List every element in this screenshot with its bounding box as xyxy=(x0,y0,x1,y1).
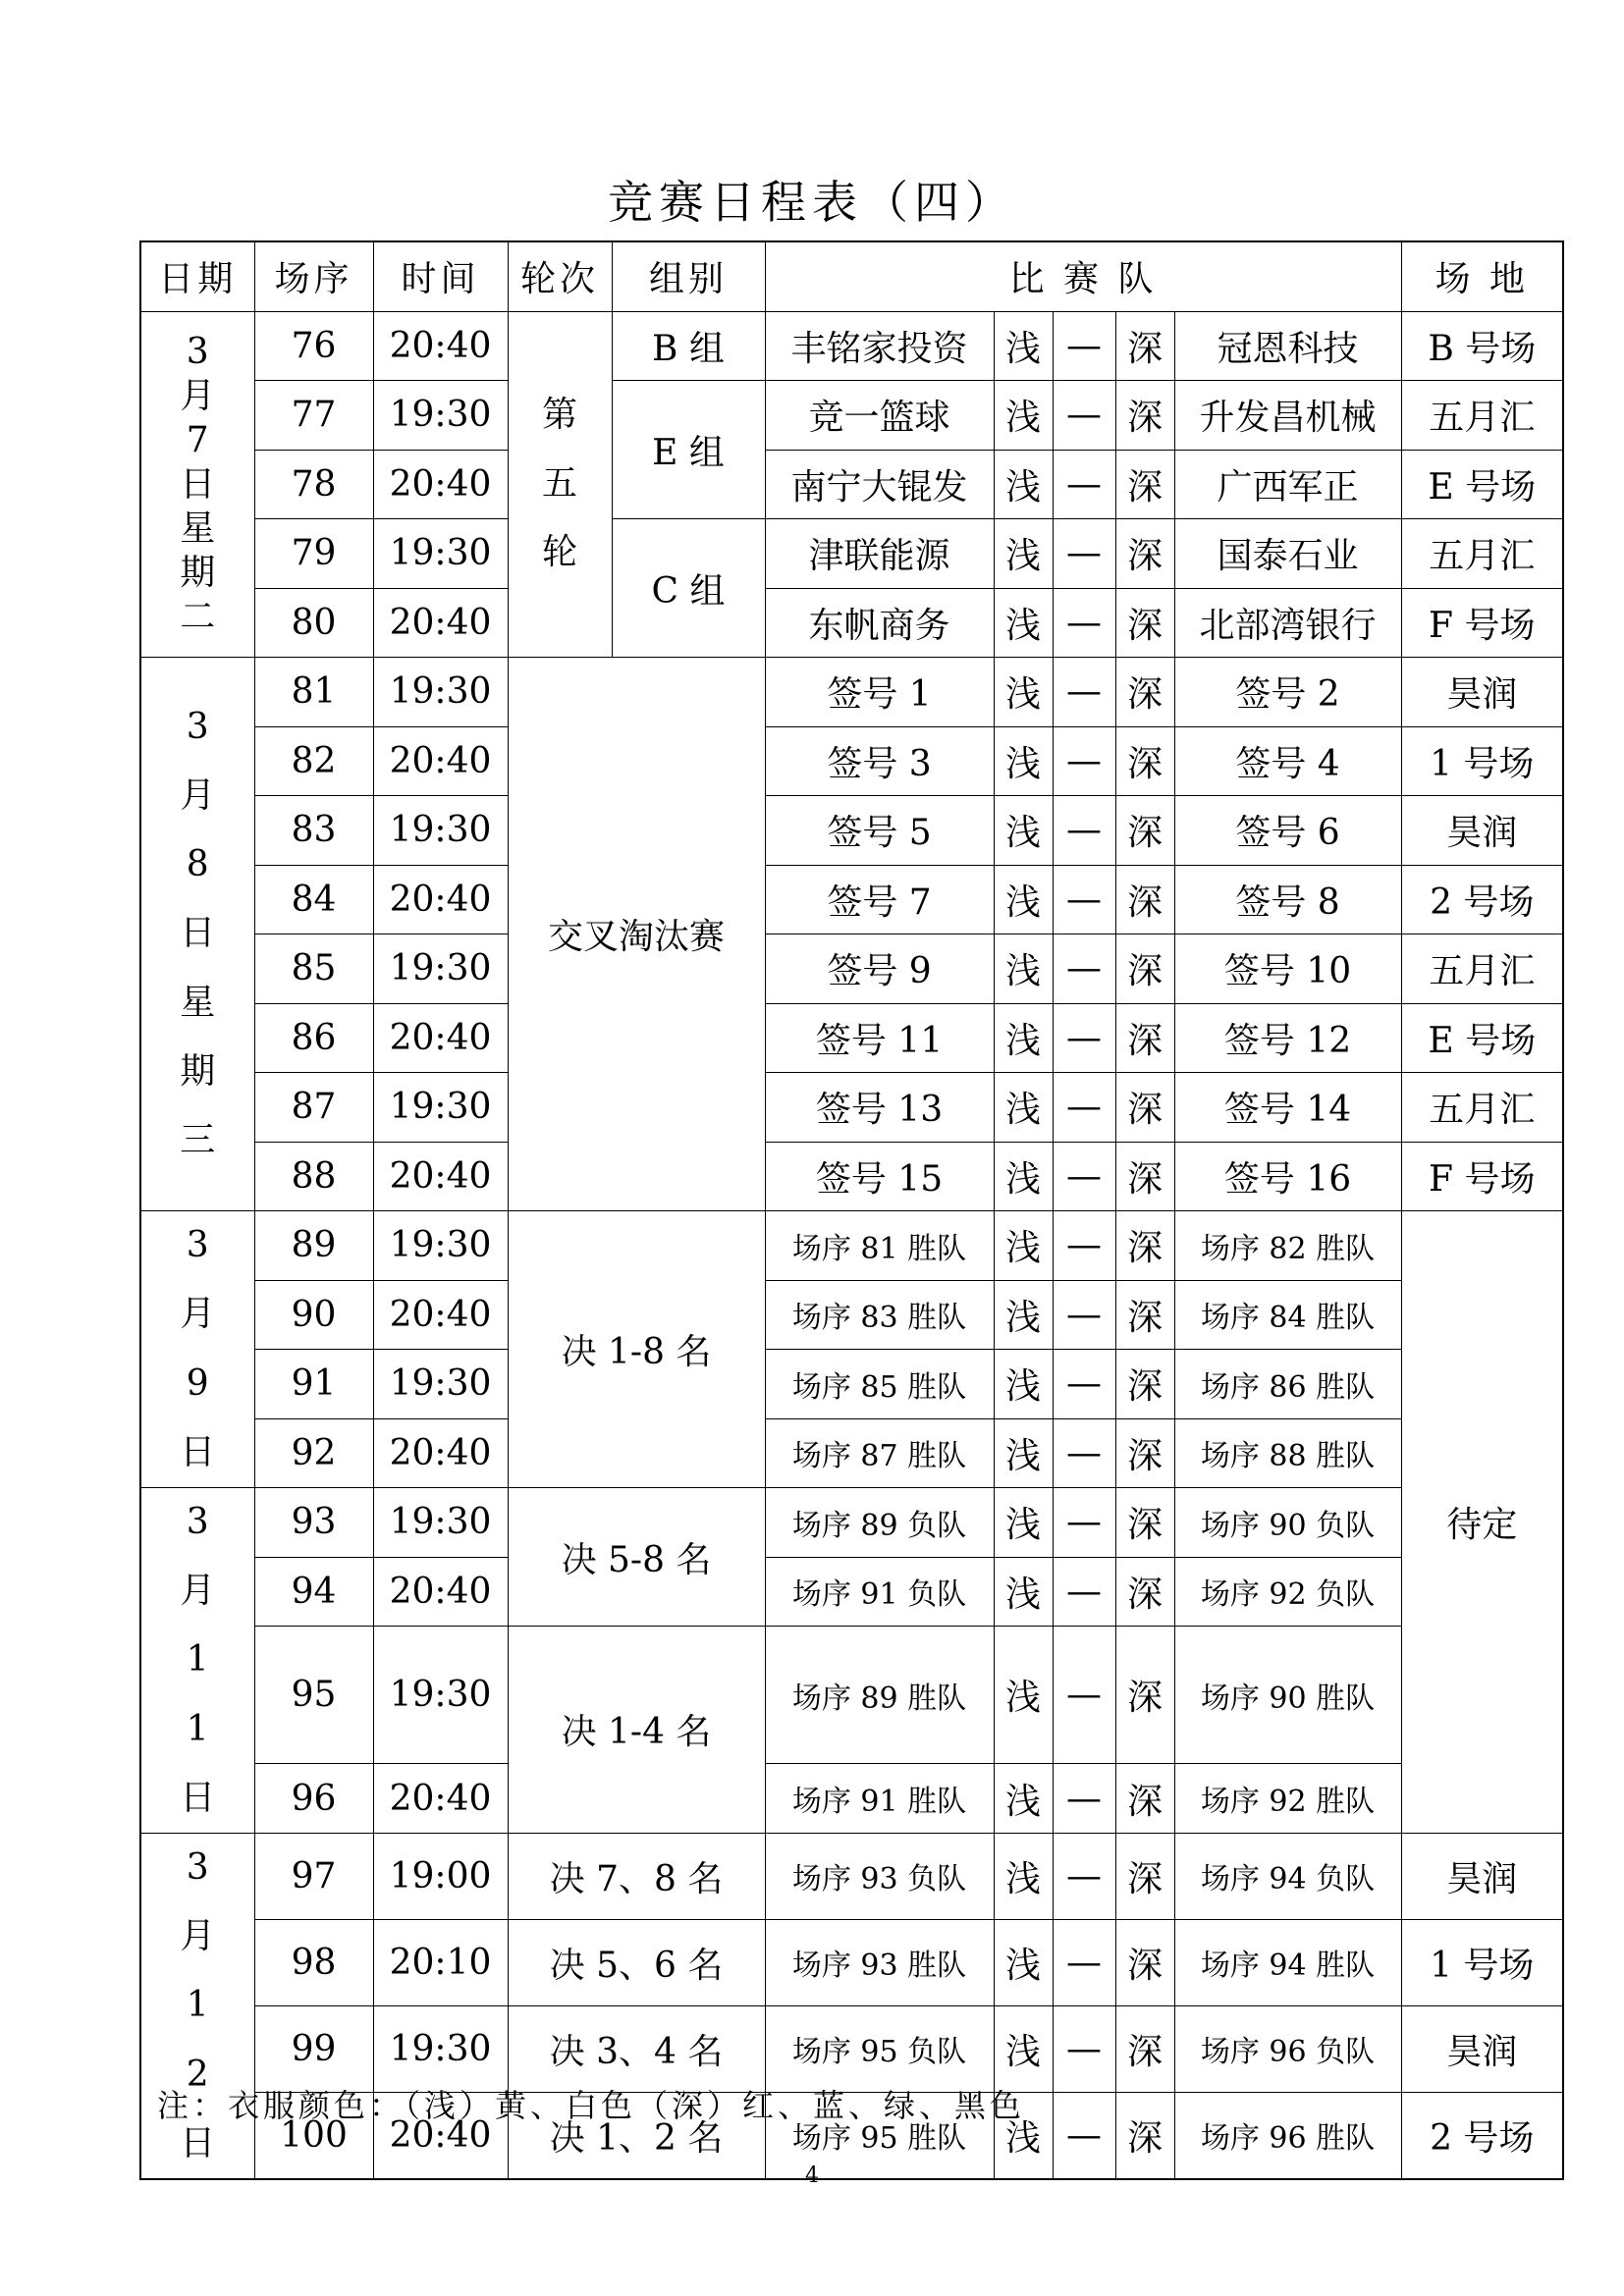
vs-dash: — xyxy=(1053,2005,1115,2092)
dark-label: 深 xyxy=(1115,1764,1174,1834)
table-row xyxy=(140,1418,1563,1488)
vs-dash: — xyxy=(1053,1919,1115,2005)
time-cell: 20:40 xyxy=(373,450,508,519)
date-cell xyxy=(140,1833,254,2178)
home-team: 场序 81 胜队 xyxy=(765,1211,994,1281)
light-label: 浅 xyxy=(994,2005,1053,2092)
venue-cell: 五月汇 xyxy=(1401,934,1563,1004)
light-label: 浅 xyxy=(994,1833,1053,1919)
time-cell: 20:40 xyxy=(373,1418,508,1488)
venue-cell: F 号场 xyxy=(1401,588,1563,658)
away-team: 北部湾银行 xyxy=(1174,588,1401,658)
vs-dash: — xyxy=(1053,1764,1115,1834)
away-team: 签号 4 xyxy=(1174,726,1401,796)
seq-cell: 96 xyxy=(254,1764,373,1834)
table-row xyxy=(140,1919,1563,2005)
time-cell: 19:30 xyxy=(373,796,508,866)
away-team: 场序 88 胜队 xyxy=(1174,1418,1401,1488)
dark-label: 深 xyxy=(1115,450,1174,519)
away-team: 签号 14 xyxy=(1174,1073,1401,1143)
home-team: 场序 83 胜队 xyxy=(765,1280,994,1350)
header-group: 组别 xyxy=(612,241,765,311)
seq-cell: 97 xyxy=(254,1833,373,1919)
dark-label: 深 xyxy=(1115,1557,1174,1627)
date-cell xyxy=(140,1488,254,1834)
dark-label: 深 xyxy=(1115,1488,1174,1558)
table-row xyxy=(140,519,1563,589)
date-cell-text: 3月8日星期三 xyxy=(180,706,216,1160)
home-team: 签号 3 xyxy=(765,726,994,796)
seq-cell: 91 xyxy=(254,1350,373,1419)
table-row xyxy=(140,1280,1563,1350)
seq-cell: 94 xyxy=(254,1557,373,1627)
venue-cell: 五月汇 xyxy=(1401,519,1563,589)
table-row xyxy=(140,1764,1563,1834)
round-cell xyxy=(508,311,612,658)
venue-cell: 昊润 xyxy=(1401,796,1563,866)
seq-cell: 82 xyxy=(254,726,373,796)
light-label: 浅 xyxy=(994,865,1053,934)
light-label: 浅 xyxy=(994,1142,1053,1211)
vs-dash: — xyxy=(1053,1833,1115,1919)
vs-dash: — xyxy=(1053,1073,1115,1143)
seq-cell: 98 xyxy=(254,1919,373,2005)
header-date: 日期 xyxy=(140,241,254,311)
time-cell: 20:40 xyxy=(373,1557,508,1627)
seq-cell: 90 xyxy=(254,1280,373,1350)
light-label: 浅 xyxy=(994,1003,1053,1073)
round-cell: 决 3、4 名 xyxy=(508,2005,765,2092)
table-row xyxy=(140,1073,1563,1143)
dark-label: 深 xyxy=(1115,1003,1174,1073)
seq-cell: 79 xyxy=(254,519,373,589)
table-row xyxy=(140,1833,1563,1919)
footnote: 注：衣服颜色：（浅）黄、白色（深）红、蓝、绿、黑色 xyxy=(157,2087,1026,2124)
time-cell: 19:30 xyxy=(373,381,508,451)
light-label: 浅 xyxy=(994,1488,1053,1558)
seq-cell: 89 xyxy=(254,1211,373,1281)
seq-cell: 87 xyxy=(254,1073,373,1143)
date-cell-text: 3月7日星期二 xyxy=(180,331,216,637)
header-seq: 场序 xyxy=(254,241,373,311)
dark-label: 深 xyxy=(1115,1418,1174,1488)
header-round: 轮次 xyxy=(508,241,612,311)
table-row xyxy=(140,1350,1563,1419)
venue-cell: 五月汇 xyxy=(1401,381,1563,451)
light-label: 浅 xyxy=(994,450,1053,519)
time-cell: 20:40 xyxy=(373,1142,508,1211)
vs-dash: — xyxy=(1053,381,1115,451)
venue-cell: 2 号场 xyxy=(1401,865,1563,934)
vs-dash: — xyxy=(1053,1350,1115,1419)
away-team: 冠恩科技 xyxy=(1174,311,1401,381)
table-row xyxy=(140,1142,1563,1211)
dark-label: 深 xyxy=(1115,726,1174,796)
round-cell: 决 1-4 名 xyxy=(508,1627,765,1834)
seq-cell: 80 xyxy=(254,588,373,658)
round-cell: 决 1-8 名 xyxy=(508,1211,765,1488)
time-cell: 19:30 xyxy=(373,1350,508,1419)
time-cell: 19:30 xyxy=(373,1627,508,1764)
light-label: 浅 xyxy=(994,1211,1053,1281)
vs-dash: — xyxy=(1053,311,1115,381)
table-row xyxy=(140,1627,1563,1764)
home-team: 场序 85 胜队 xyxy=(765,1350,994,1419)
seq-cell: 78 xyxy=(254,450,373,519)
time-cell: 19:30 xyxy=(373,1211,508,1281)
date-cell-text: 3月11日 xyxy=(180,1502,216,1818)
light-label: 浅 xyxy=(994,311,1053,381)
venue-cell: 1 号场 xyxy=(1401,726,1563,796)
header-venue: 场 地 xyxy=(1401,241,1563,311)
away-team: 场序 96 胜队 xyxy=(1174,2092,1401,2179)
away-team: 场序 94 胜队 xyxy=(1174,1919,1401,2005)
round-cell: 交叉淘汰赛 xyxy=(508,658,765,1211)
group-cell: E 组 xyxy=(612,381,765,519)
away-team: 升发昌机械 xyxy=(1174,381,1401,451)
venue-cell: 昊润 xyxy=(1401,658,1563,727)
seq-cell: 81 xyxy=(254,658,373,727)
vs-dash: — xyxy=(1053,726,1115,796)
table-row xyxy=(140,865,1563,934)
home-team: 场序 93 负队 xyxy=(765,1833,994,1919)
home-team: 竞一篮球 xyxy=(765,381,994,451)
home-team: 场序 93 胜队 xyxy=(765,1919,994,2005)
dark-label: 深 xyxy=(1115,934,1174,1004)
away-team: 签号 8 xyxy=(1174,865,1401,934)
time-cell: 20:10 xyxy=(373,1919,508,2005)
seq-cell: 86 xyxy=(254,1003,373,1073)
light-label: 浅 xyxy=(994,934,1053,1004)
venue-cell: E 号场 xyxy=(1401,450,1563,519)
time-cell: 20:40 xyxy=(373,311,508,381)
round-cell: 决 7、8 名 xyxy=(508,1833,765,1919)
header-match: 比 赛 队 xyxy=(765,241,1401,311)
away-team: 签号 10 xyxy=(1174,934,1401,1004)
round-cell: 决 5、6 名 xyxy=(508,1919,765,2005)
home-team: 津联能源 xyxy=(765,519,994,589)
seq-cell: 84 xyxy=(254,865,373,934)
time-cell: 20:40 xyxy=(373,1003,508,1073)
round-cell: 决 1、2 名 xyxy=(508,2092,765,2179)
vs-dash: — xyxy=(1053,1418,1115,1488)
seq-cell: 100 xyxy=(254,2092,373,2179)
dark-label: 深 xyxy=(1115,1833,1174,1919)
header-row xyxy=(140,241,1563,311)
home-team: 签号 1 xyxy=(765,658,994,727)
light-label: 浅 xyxy=(994,1627,1053,1764)
vs-dash: — xyxy=(1053,450,1115,519)
time-cell: 20:40 xyxy=(373,726,508,796)
dark-label: 深 xyxy=(1115,1350,1174,1419)
light-label: 浅 xyxy=(994,588,1053,658)
dark-label: 深 xyxy=(1115,1919,1174,2005)
vs-dash: — xyxy=(1053,1211,1115,1281)
date-cell-text: 3月9日 xyxy=(180,1225,216,1472)
dark-label: 深 xyxy=(1115,311,1174,381)
seq-cell: 92 xyxy=(254,1418,373,1488)
away-team: 签号 16 xyxy=(1174,1142,1401,1211)
home-team: 场序 91 胜队 xyxy=(765,1764,994,1834)
home-team: 签号 9 xyxy=(765,934,994,1004)
away-team: 场序 92 胜队 xyxy=(1174,1764,1401,1834)
seq-cell: 76 xyxy=(254,311,373,381)
home-team: 签号 15 xyxy=(765,1142,994,1211)
venue-cell: 昊润 xyxy=(1401,2005,1563,2092)
vs-dash: — xyxy=(1053,519,1115,589)
dark-label: 深 xyxy=(1115,519,1174,589)
table-row xyxy=(140,311,1563,381)
light-label: 浅 xyxy=(994,1350,1053,1419)
seq-cell: 77 xyxy=(254,381,373,451)
home-team: 签号 13 xyxy=(765,1073,994,1143)
home-team: 签号 5 xyxy=(765,796,994,866)
away-team: 广西军正 xyxy=(1174,450,1401,519)
table-row xyxy=(140,1488,1563,1558)
seq-cell: 93 xyxy=(254,1488,373,1558)
date-cell xyxy=(140,658,254,1211)
away-team: 签号 12 xyxy=(1174,1003,1401,1073)
date-cell xyxy=(140,1211,254,1488)
away-team: 场序 96 负队 xyxy=(1174,2005,1401,2092)
time-cell: 20:40 xyxy=(373,2092,508,2179)
home-team: 场序 89 负队 xyxy=(765,1488,994,1558)
home-team: 丰铭家投资 xyxy=(765,311,994,381)
dark-label: 深 xyxy=(1115,796,1174,866)
venue-cell: F 号场 xyxy=(1401,1142,1563,1211)
time-cell: 20:40 xyxy=(373,588,508,658)
table-row xyxy=(140,934,1563,1004)
away-team: 场序 94 负队 xyxy=(1174,1833,1401,1919)
group-cell: B 组 xyxy=(612,311,765,381)
vs-dash: — xyxy=(1053,1142,1115,1211)
time-cell: 20:40 xyxy=(373,1764,508,1834)
venue-cell: 2 号场 xyxy=(1401,2092,1563,2179)
table-row xyxy=(140,1557,1563,1627)
vs-dash: — xyxy=(1053,1488,1115,1558)
time-cell: 19:30 xyxy=(373,934,508,1004)
page-title: 竞赛日程表（四） xyxy=(608,176,1016,229)
table-row xyxy=(140,1211,1563,1281)
table-row xyxy=(140,1003,1563,1073)
seq-cell: 99 xyxy=(254,2005,373,2092)
time-cell: 19:30 xyxy=(373,519,508,589)
venue-cell: 待定 xyxy=(1401,1211,1563,1834)
time-cell: 19:00 xyxy=(373,1833,508,1919)
home-team: 场序 91 负队 xyxy=(765,1557,994,1627)
venue-cell: B 号场 xyxy=(1401,311,1563,381)
light-label: 浅 xyxy=(994,1280,1053,1350)
time-cell: 20:40 xyxy=(373,1280,508,1350)
home-team: 签号 7 xyxy=(765,865,994,934)
home-team: 场序 95 胜队 xyxy=(765,2092,994,2179)
time-cell: 19:30 xyxy=(373,2005,508,2092)
home-team: 场序 87 胜队 xyxy=(765,1418,994,1488)
vs-dash: — xyxy=(1053,1627,1115,1764)
time-cell: 19:30 xyxy=(373,1073,508,1143)
vs-dash: — xyxy=(1053,865,1115,934)
venue-cell: 昊润 xyxy=(1401,1833,1563,1919)
page-number: 4 xyxy=(805,2163,819,2188)
light-label: 浅 xyxy=(994,1919,1053,2005)
light-label: 浅 xyxy=(994,658,1053,727)
time-cell: 19:30 xyxy=(373,658,508,727)
vs-dash: — xyxy=(1053,796,1115,866)
venue-cell: 五月汇 xyxy=(1401,1073,1563,1143)
away-team: 国泰石业 xyxy=(1174,519,1401,589)
round-cell-text: 第五轮 xyxy=(541,394,577,573)
dark-label: 深 xyxy=(1115,2005,1174,2092)
round-cell: 决 5-8 名 xyxy=(508,1488,765,1627)
light-label: 浅 xyxy=(994,2092,1053,2179)
dark-label: 深 xyxy=(1115,1211,1174,1281)
dark-label: 深 xyxy=(1115,658,1174,727)
group-cell: C 组 xyxy=(612,519,765,658)
light-label: 浅 xyxy=(994,1557,1053,1627)
home-team: 签号 11 xyxy=(765,1003,994,1073)
vs-dash: — xyxy=(1053,934,1115,1004)
seq-cell: 85 xyxy=(254,934,373,1004)
table-row xyxy=(140,2005,1563,2092)
home-team: 东帆商务 xyxy=(765,588,994,658)
light-label: 浅 xyxy=(994,1764,1053,1834)
dark-label: 深 xyxy=(1115,588,1174,658)
away-team: 场序 90 胜队 xyxy=(1174,1627,1401,1764)
light-label: 浅 xyxy=(994,519,1053,589)
table-row xyxy=(140,726,1563,796)
light-label: 浅 xyxy=(994,1418,1053,1488)
light-label: 浅 xyxy=(994,796,1053,866)
away-team: 场序 86 胜队 xyxy=(1174,1350,1401,1419)
dark-label: 深 xyxy=(1115,381,1174,451)
away-team: 场序 84 胜队 xyxy=(1174,1280,1401,1350)
time-cell: 19:30 xyxy=(373,1488,508,1558)
table-row xyxy=(140,450,1563,519)
table-row xyxy=(140,796,1563,866)
vs-dash: — xyxy=(1053,1280,1115,1350)
home-team: 场序 95 负队 xyxy=(765,2005,994,2092)
vs-dash: — xyxy=(1053,588,1115,658)
dark-label: 深 xyxy=(1115,1627,1174,1764)
date-cell-text: 3月12日 xyxy=(180,1846,216,2163)
date-cell xyxy=(140,311,254,658)
header-time: 时间 xyxy=(373,241,508,311)
dark-label: 深 xyxy=(1115,865,1174,934)
away-team: 场序 82 胜队 xyxy=(1174,1211,1401,1281)
table-row xyxy=(140,658,1563,727)
schedule-table xyxy=(139,240,1564,2180)
vs-dash: — xyxy=(1053,2092,1115,2179)
away-team: 场序 90 负队 xyxy=(1174,1488,1401,1558)
away-team: 签号 6 xyxy=(1174,796,1401,866)
seq-cell: 95 xyxy=(254,1627,373,1764)
time-cell: 20:40 xyxy=(373,865,508,934)
vs-dash: — xyxy=(1053,1557,1115,1627)
dark-label: 深 xyxy=(1115,1280,1174,1350)
seq-cell: 83 xyxy=(254,796,373,866)
away-team: 签号 2 xyxy=(1174,658,1401,727)
light-label: 浅 xyxy=(994,381,1053,451)
venue-cell: 1 号场 xyxy=(1401,1919,1563,2005)
light-label: 浅 xyxy=(994,726,1053,796)
dark-label: 深 xyxy=(1115,1073,1174,1143)
dark-label: 深 xyxy=(1115,2092,1174,2179)
home-team: 场序 89 胜队 xyxy=(765,1627,994,1764)
vs-dash: — xyxy=(1053,658,1115,727)
light-label: 浅 xyxy=(994,1073,1053,1143)
home-team: 南宁大锟发 xyxy=(765,450,994,519)
away-team: 场序 92 负队 xyxy=(1174,1557,1401,1627)
table-row xyxy=(140,381,1563,451)
table-row xyxy=(140,588,1563,658)
seq-cell: 88 xyxy=(254,1142,373,1211)
dark-label: 深 xyxy=(1115,1142,1174,1211)
vs-dash: — xyxy=(1053,1003,1115,1073)
venue-cell: E 号场 xyxy=(1401,1003,1563,1073)
